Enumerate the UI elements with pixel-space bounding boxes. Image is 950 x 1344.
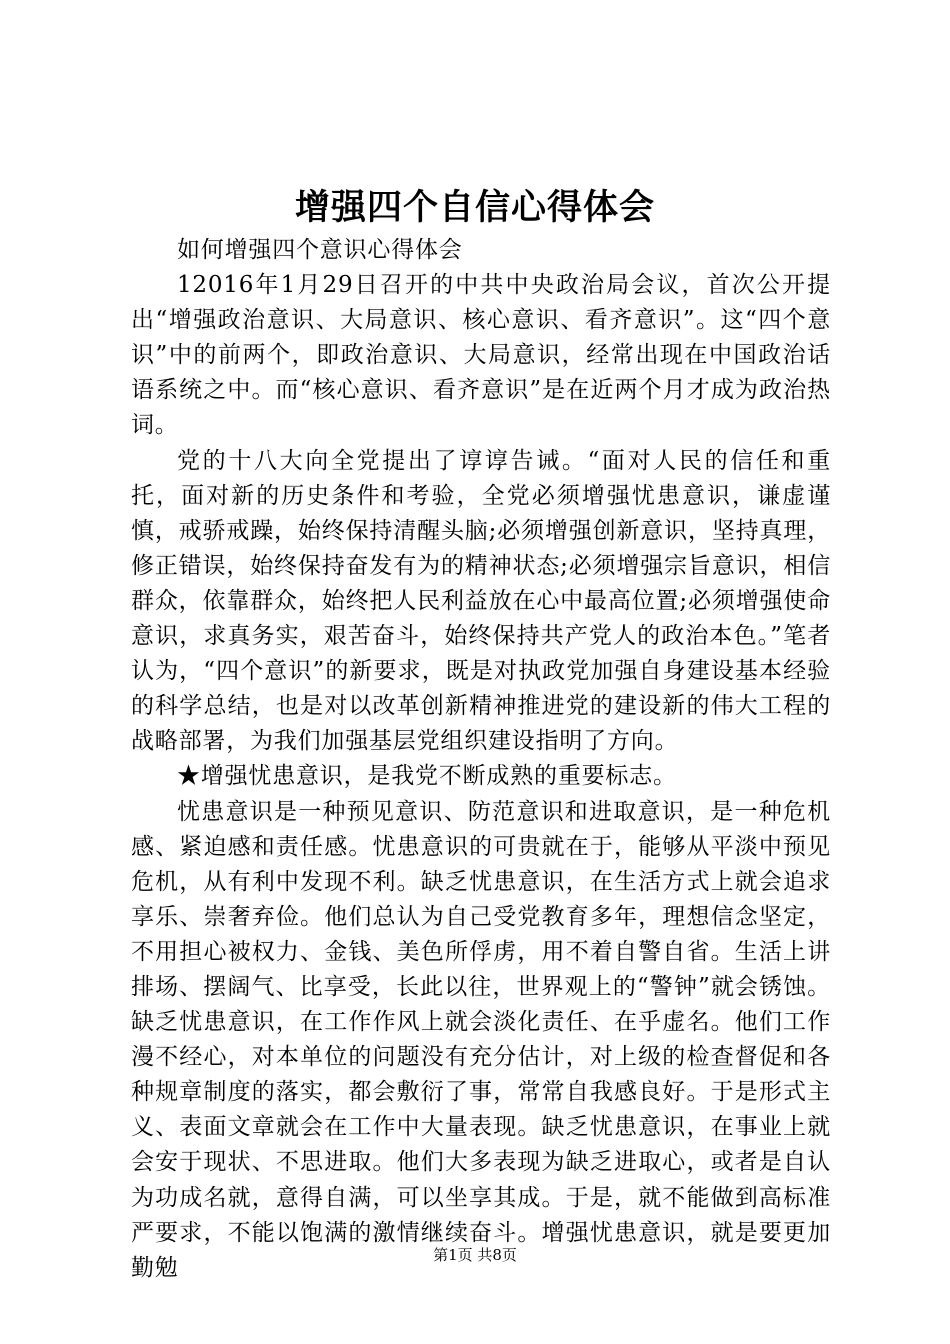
paragraph-2: 党的十八大向全党提出了谆谆告诫。“面对人民的信任和重托，面对新的历史条件和考验，全党必须增强忧患意识，谦虚谨慎，戒骄戒躁，始终保持清醒头脑;必须增强创新意识，坚持真理，修正错误，始终保持奋发有为的精神状态;必须增强宗旨意识，相信群众，依靠群众，始终把人民利益放在心中最高位置;必须增强使命意识，求真务实，艰苦奋斗，始终保持共产党人的政治本色。”笔者认为，“四个意识”的新要求，既是对执政党加强自身建设基本经验的科学总结，也是对以改革创新精神推进党的建设新的伟大工程的战略部署，为我们加强基层党组织建设指明了方向。 [131,447,831,755]
document-body [131,233,831,1286]
page-footer: 第1页 共8页 [433,1246,517,1264]
paragraph-heading-star: ★增强忧患意识，是我党不断成熟的重要标志。 [177,763,677,790]
paragraph-subtitle: 如何增强四个意识心得体会 [177,237,463,263]
paragraph-3: 忧患意识是一种预见意识、防范意识和进取意识，是一种危机感、紧迫感和责任感。忧患意识的可贵就在于，能够从平淡中预见危机，从有利中发现不利。缺乏忧患意识，在生活方式上就会追求享乐、崇奢弃俭。他们总认为自己受党教育多年，理想信念坚定，不用担心被权力、金钱、美色所俘虏，用不着自警自省。生活上讲排场、摆阔气、比享受，长此以往，世界观上的“警钟”就会锈蚀。缺乏忧患意识，在工作作风上就会淡化责任、在乎虚名。他们工作漫不经心，对本单位的问题没有充分估计，对上级的检查督促和各种规章制度的落实，都会敷衍了事，常常自我感良好。于是形式主义、表面文章就会在工作中大量表现。缺乏忧患意识，在事业上就会安于现状、不思进取。他们大多表现为缺乏进取心，或者是自认为功成名就，意得自满，可以坐享其成。于是，就不能做到高标准严要求，不能以饱满的激情继续奋斗。增强忧患意识，就是要更加勤勉 [131,798,831,1281]
document-title: 增强四个自信心得体会 [294,188,655,228]
paragraph-1: 12016年1月29日召开的中共中央政治局会议，首次公开提出“增强政治意识、大局意识、核心意识、看齐意识”。这“四个意识”中的前两个，即政治意识、大局意识，经常出现在中国政治话语系统之中。而“核心意识、看齐意识”是在近两个月才成为政治热词。 [131,272,831,439]
